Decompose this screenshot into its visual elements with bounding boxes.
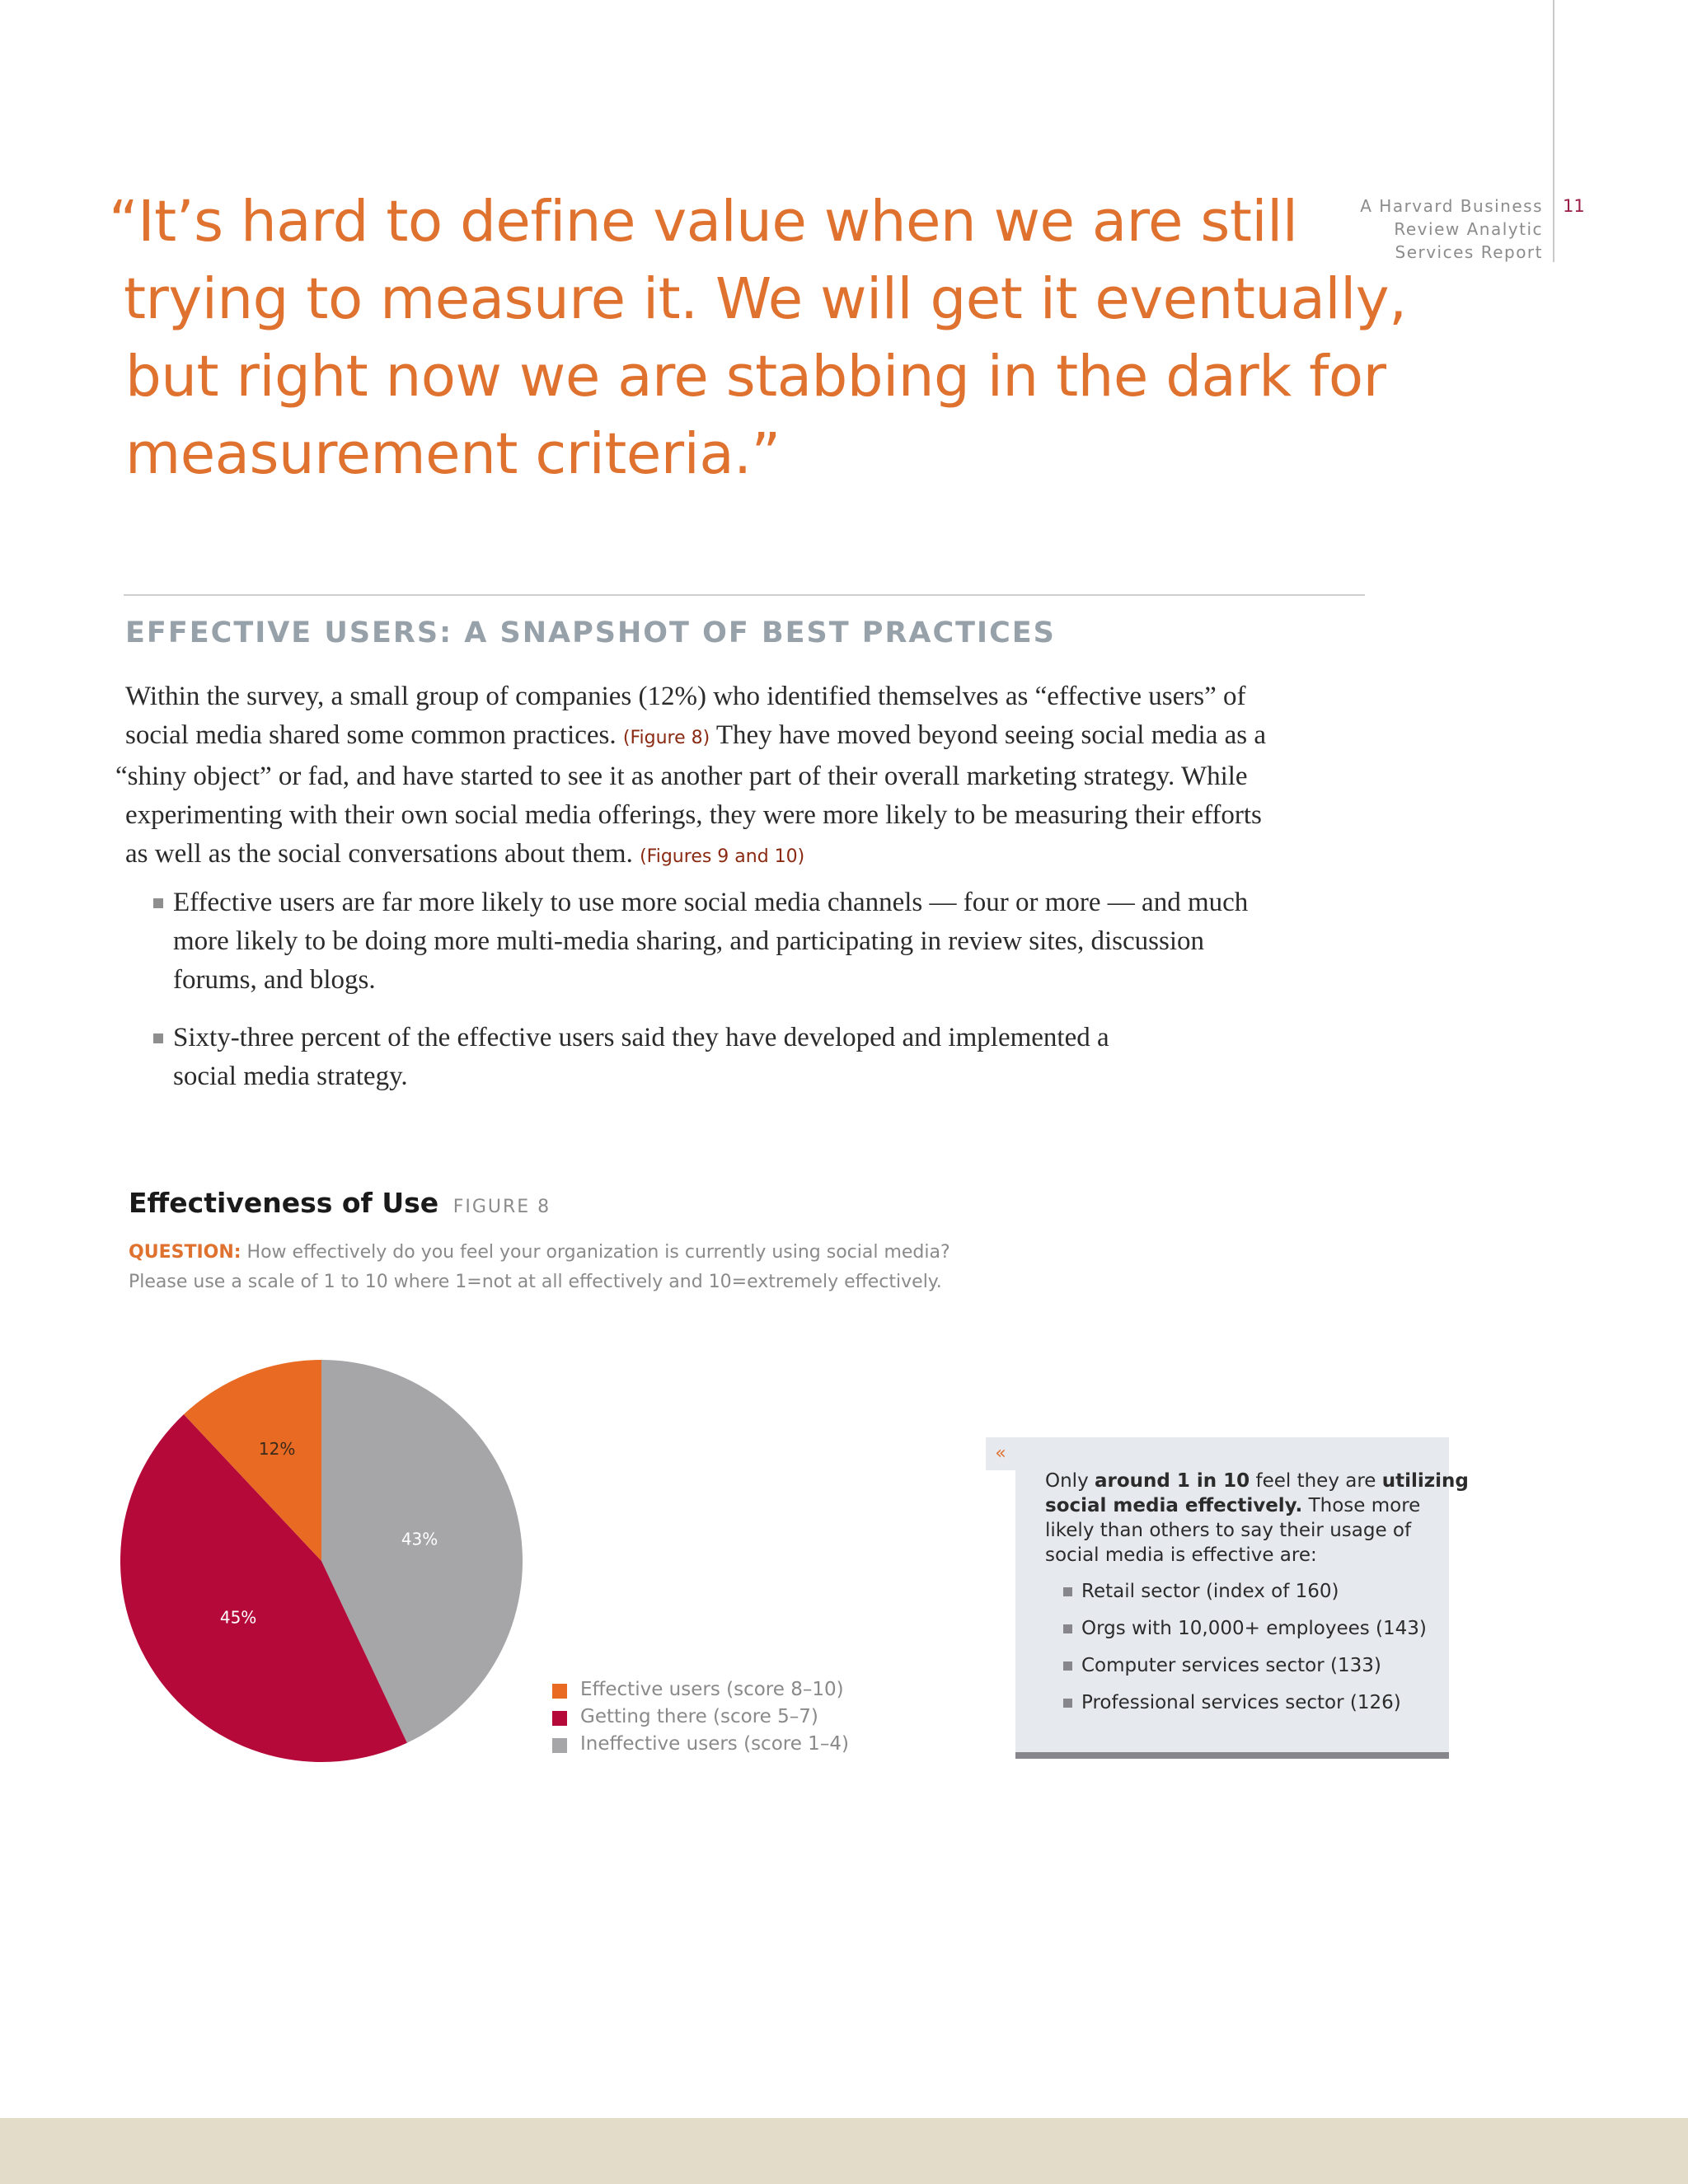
bullet-line: forums, and blogs. xyxy=(173,965,376,995)
running-head-line: Services Report xyxy=(1395,242,1543,262)
pie-slice-label: 45% xyxy=(219,1607,257,1628)
chart-legend xyxy=(552,1676,849,1758)
callout-line xyxy=(1045,1493,1432,1518)
bullet-marker-icon xyxy=(153,1033,163,1043)
question-text: Please use a scale of 1 to 10 where 1=not at all effectively and 10=extremely effectively. xyxy=(129,1272,942,1292)
bullet-line: Sixty-three percent of the effective users said they have developed and implemented a xyxy=(173,1023,1109,1052)
pull-quote-line: measurement criteria.” xyxy=(125,421,781,487)
bullet-marker-icon xyxy=(1063,1587,1072,1596)
paragraph-line xyxy=(115,835,1376,876)
bullet-marker-icon xyxy=(1063,1624,1072,1633)
bullet-marker-icon xyxy=(1063,1699,1072,1708)
bullet-line: social media strategy. xyxy=(173,1062,408,1091)
body-paragraph xyxy=(115,677,1376,876)
legend-label: Ineffective users (score 1–4) xyxy=(580,1733,849,1755)
pie-slice-label: 12% xyxy=(258,1438,296,1459)
callout-bottom-bar xyxy=(1015,1752,1449,1759)
legend-label: Getting there (score 5–7) xyxy=(580,1706,818,1727)
double-chevron-left-icon: « xyxy=(986,1437,1015,1470)
callout-item-text: Orgs with 10,000+ employees (143) xyxy=(1081,1618,1427,1639)
paragraph-text: as well as the social conversations about them. xyxy=(125,839,633,869)
figures-9-10-reference[interactable]: (Figures 9 and 10) xyxy=(640,846,805,867)
callout-item-text: Retail sector (index of 160) xyxy=(1081,1581,1339,1602)
header-divider xyxy=(1553,0,1554,262)
legend-label: Effective users (score 8–10) xyxy=(580,1679,844,1700)
paragraph-line: Within the survey, a small group of companies (12%) who identified themselves as “effective users” of xyxy=(125,682,1246,711)
figure-label: FIGURE 8 xyxy=(452,1197,551,1217)
paragraph-line xyxy=(115,716,1376,757)
bullet-item xyxy=(153,883,1340,1000)
pull-quote-line: “It’s hard to define value when we are still xyxy=(109,189,1298,255)
legend-item xyxy=(552,1676,849,1704)
section-divider xyxy=(124,594,1365,596)
section-heading: EFFECTIVE USERS: A SNAPSHOT OF BEST PRACTICES xyxy=(125,616,1056,649)
bullet-marker-icon xyxy=(1063,1661,1072,1671)
legend-swatch xyxy=(552,1711,567,1726)
pull-quote-line: but right now we are stabbing in the dark for xyxy=(125,344,1386,410)
callout-item-text: Computer services sector (133) xyxy=(1081,1655,1381,1676)
callout-text-part: Those more xyxy=(1302,1495,1421,1516)
callout-list-item xyxy=(1063,1690,1427,1727)
callout-list-item xyxy=(1063,1579,1427,1616)
bullet-list xyxy=(153,883,1340,1115)
running-head-line: Review Analytic xyxy=(1394,219,1543,239)
pie-chart xyxy=(115,1352,528,1764)
question-label: QUESTION: xyxy=(129,1242,241,1263)
bullet-line: Effective users are far more likely to use more social media channels — four or more — and much xyxy=(173,888,1249,917)
callout-emphasis: around 1 in 10 xyxy=(1095,1470,1250,1492)
callout-emphasis: social media effectively. xyxy=(1045,1495,1303,1516)
bullet-line: more likely to be doing more multi-media sharing, and participating in review sites, discussion xyxy=(173,926,1204,956)
footer-band xyxy=(0,2118,1688,2184)
running-head-line: A Harvard Business xyxy=(1360,196,1543,216)
callout-line: likely than others to say their usage of xyxy=(1045,1520,1412,1541)
callout-list-item xyxy=(1063,1616,1427,1653)
question-text: How effectively do you feel your organization is currently using social media? xyxy=(246,1242,950,1263)
legend-item xyxy=(552,1731,849,1758)
callout-item-text: Professional services sector (126) xyxy=(1081,1692,1401,1713)
figure-title xyxy=(129,1187,551,1219)
callout-text-part: Only xyxy=(1045,1470,1095,1492)
figure-question xyxy=(129,1238,1118,1297)
callout-text-part: feel they are xyxy=(1250,1470,1382,1492)
legend-swatch xyxy=(552,1738,567,1753)
callout-list xyxy=(1063,1579,1427,1727)
page-number: 11 xyxy=(1563,196,1585,216)
pull-quote-line: trying to measure it. We will get it eventually, xyxy=(124,266,1407,332)
pie-slice-label: 43% xyxy=(401,1529,438,1549)
callout-line: social media is effective are: xyxy=(1045,1544,1317,1566)
callout-list-item xyxy=(1063,1653,1427,1690)
bullet-item xyxy=(153,1019,1340,1096)
paragraph-line: experimenting with their own social media offerings, they were more likely to be measuring their efforts xyxy=(125,800,1262,830)
pull-quote xyxy=(109,183,1407,493)
legend-swatch xyxy=(552,1684,567,1699)
callout-line xyxy=(1045,1469,1469,1493)
paragraph-text: They have moved beyond seeing social media as a xyxy=(715,720,1266,750)
running-head xyxy=(1335,194,1543,264)
callout-text xyxy=(1045,1469,1469,1568)
figure-title-text: Effectiveness of Use xyxy=(129,1187,439,1219)
paragraph-text: social media shared some common practices. xyxy=(125,720,617,750)
legend-item xyxy=(552,1704,849,1731)
callout-emphasis: utilizing xyxy=(1381,1470,1469,1492)
paragraph-line: “shiny object” or fad, and have started to see it as another part of their overall marketing strategy. While xyxy=(115,762,1248,791)
figure-8-reference[interactable]: (Figure 8) xyxy=(622,728,710,748)
bullet-marker-icon xyxy=(153,898,163,908)
